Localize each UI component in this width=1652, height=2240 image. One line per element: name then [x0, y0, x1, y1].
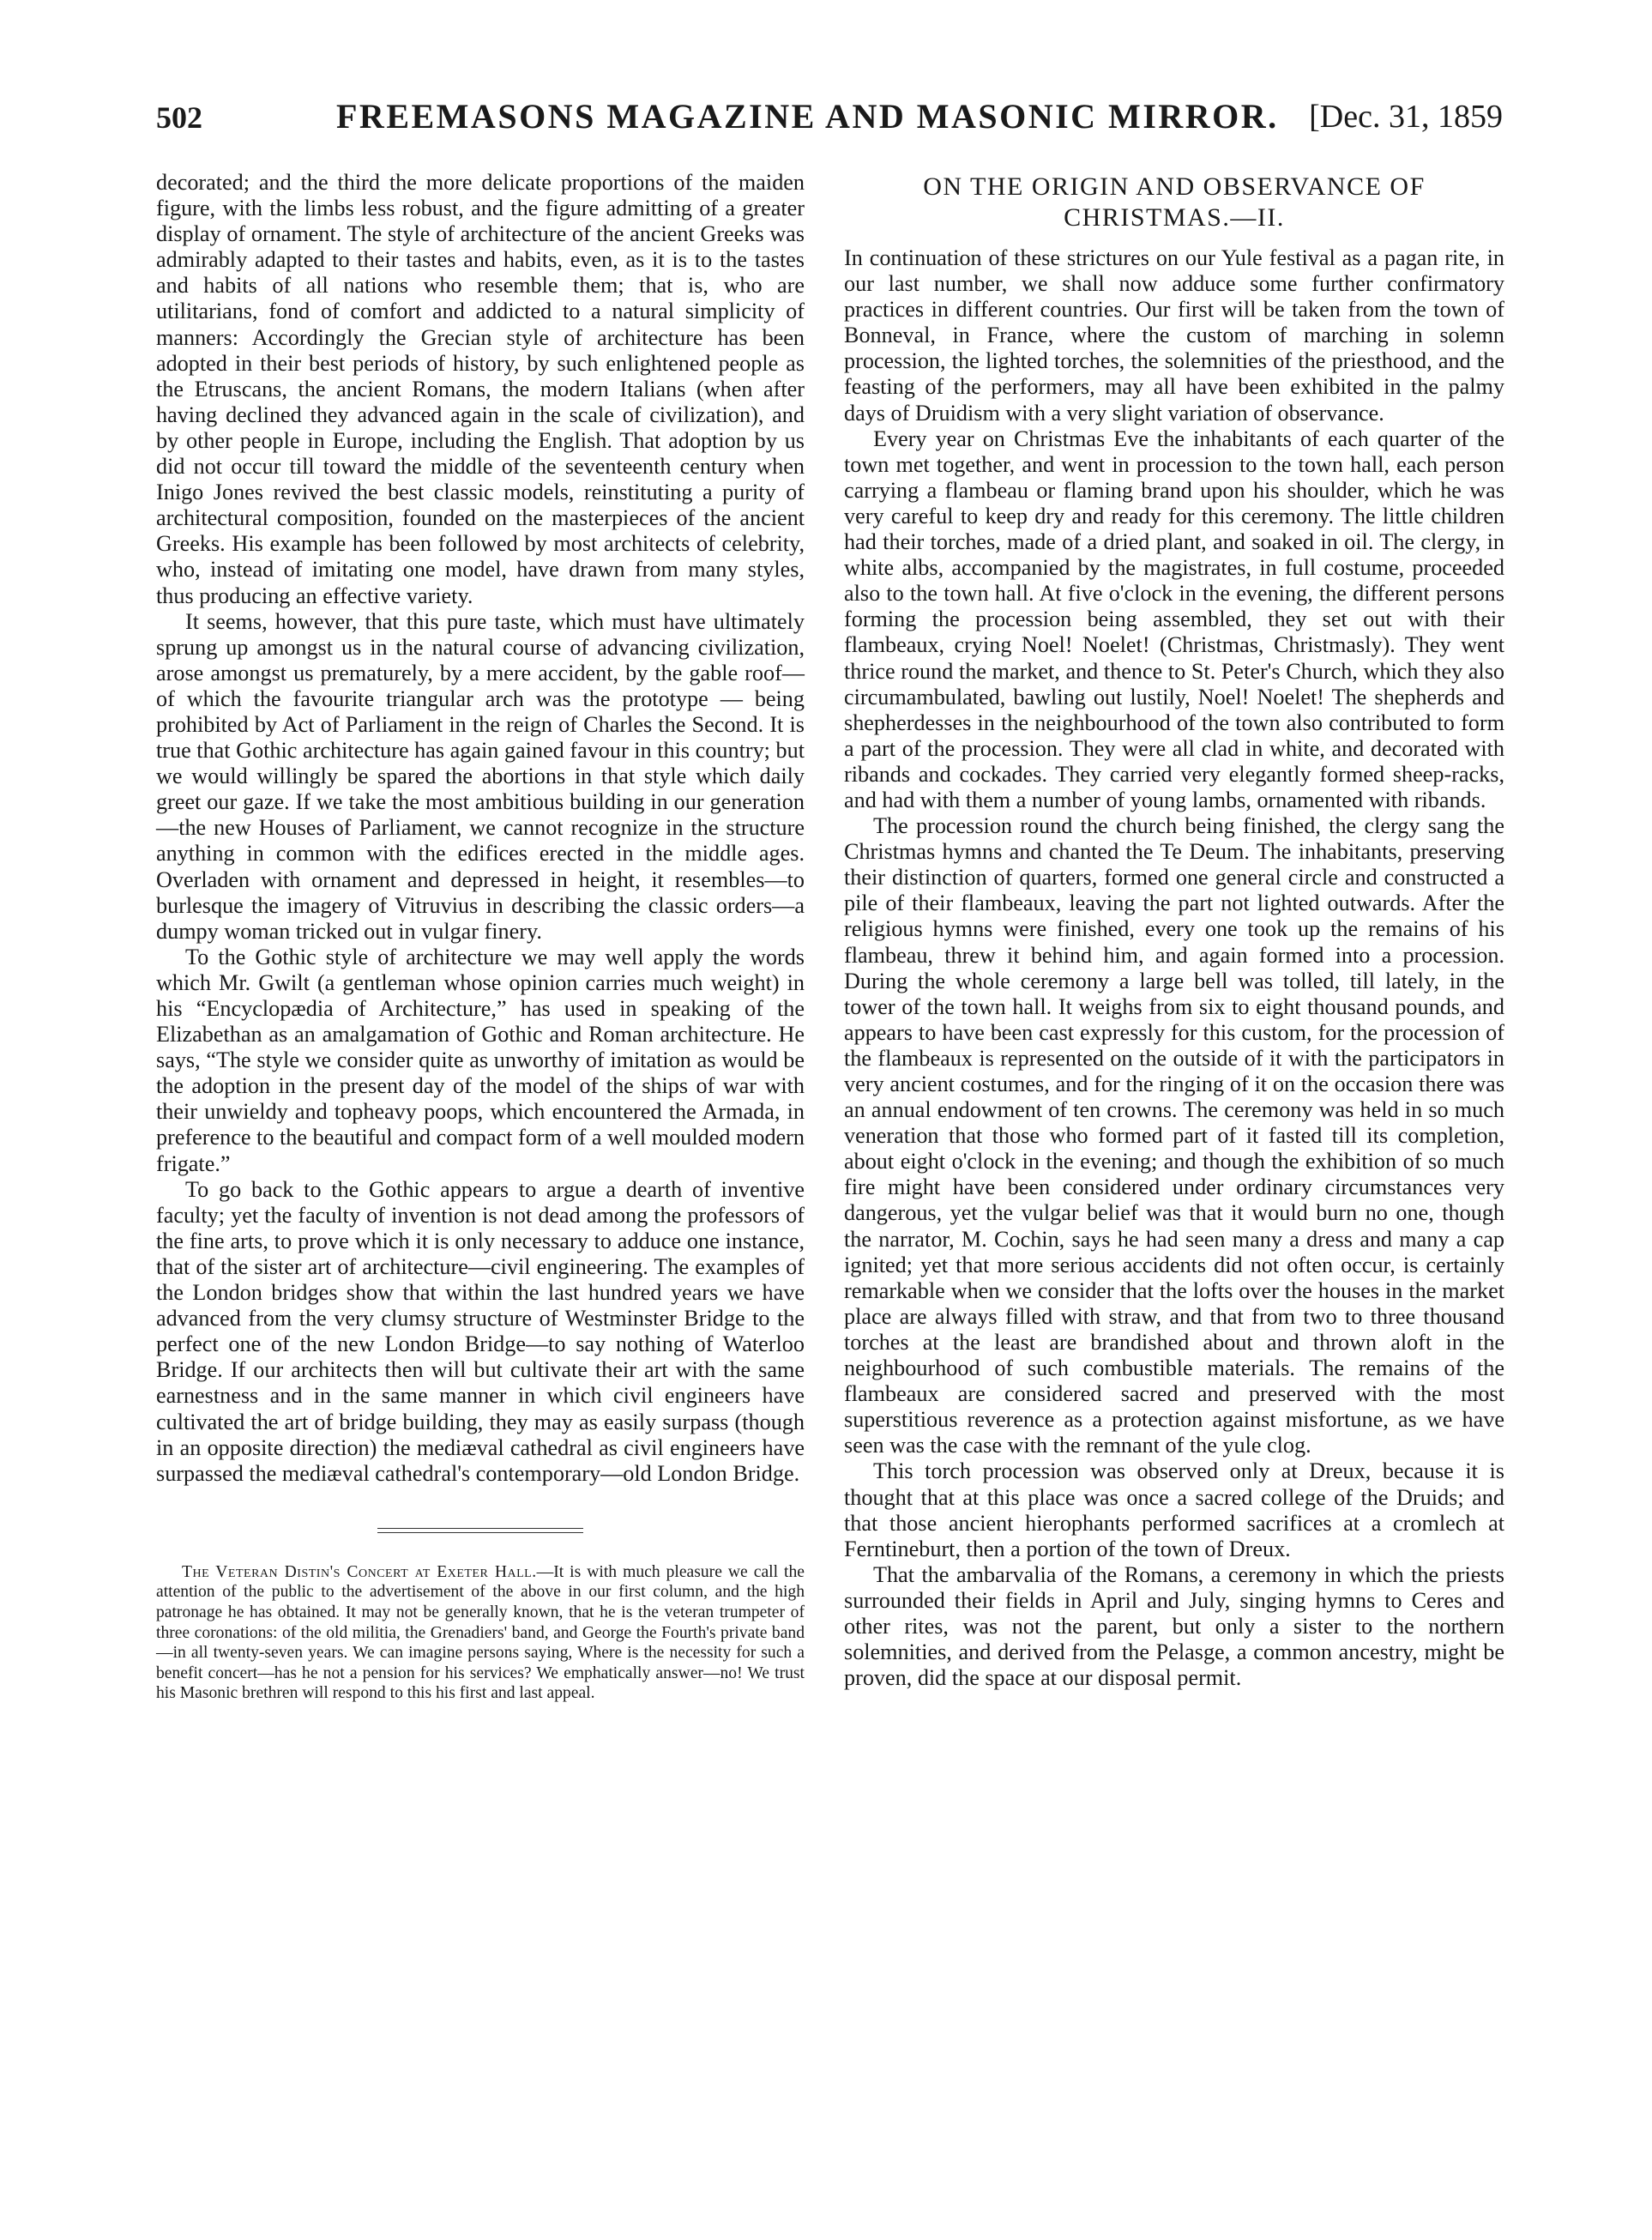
right-paragraph-5: That the ambarvalia of the Romans, a ceremony in which the priests surrounded their fields in April and July, singing hymns to Ceres and other rites, was not the parent, but only a sister to the northern solemnities, and derived from the Pelasge, a common ancestry, might be proven, did the space at our disposal permit.: [844, 1561, 1504, 1691]
right-paragraph-2: Every year on Christmas Eve the inhabitants of each quarter of the town met together, and went in procession to the town hall, each person carrying a flambeau or flaming brand upon his shoulder, which he was very careful to keep dry and ready for this ceremony. The little children had their torches, made of a dried plant, and soaked in oil. The clergy, in white albs, accompanied by the magistrates, in full costume, proceeded also to the town hall. At five o'clock in the evening, the different persons forming the procession being assembled, they set out with their flambeaux, crying Noel! Noelet! (Christmas, Christmasly). They went thrice round the market, and thence to St. Peter's Church, which they also circumambulated, bawling out lustily, Noel! Noelet! The shepherds and shepherdesses in the neighbourhood of the town also contributed to form a part of the procession. They were all clad in white, and decorated with ribands and cockades. They carried very elegantly formed sheep-racks, and had with them a number of young lambs, ornamented with ribands.: [844, 426, 1504, 812]
concert-notice-heading: The Veteran Distin's Concert at Exeter Hall.: [182, 1562, 537, 1581]
right-paragraph-3: The procession round the church being finished, the clergy sang the Christmas hymns and chanted the Te Deum. The inhabitants, preserving their distinction of quarters, formed one general circle and constructed a pile of their flambeaux, leaving the part not lighted outwards. After the religious hymns were finished, every one took up the remains of his flambeau, threw it behind him, and again formed into a procession. During the whole ceremony a large bell was tolled, till lately, in the tower of the town hall. It weighs from six to eight thousand pounds, and appears to have been cast expressly for this custom, for the procession of the flambeaux is represented on the outside of it with the participators in very ancient costumes, and for the ringing of it on the occasion there was an annual endowment of ten crowns. The ceremony was held in so much veneration that those who formed part of it fasted till its completion, about eight o'clock in the evening; and though the exhibition of so much fire might have been considered under ordinary circumstances very dangerous, yet the vulgar belief was that it would burn no one, though the narrator, M. Cochin, says he had seen many a dress and many a cap ignited; yet that more serious accidents did not often occur, is certainly remarkable when we consider that the lofts over the houses in the market place are always filled with straw, and that from two to three thousand torches at the least are brandished about and thrown aloft in the neighbourhood of such combustible materials. The remains of the flambeaux are considered sacred and preserved with the most superstitious reverence as a protection against misfortune, as we have seen was the case with the remnant of the yule clog.: [844, 813, 1504, 1458]
concert-notice-body: —It is with much pleasure we call the attention of the public to the advertisement of the above in our first column, and the high patronage he has obtained. It may not be generally known, that he is the veteran trumpeter of three coronations: of the old militia, the Grenadiers' band, and George the Fourth's private band—in all twenty-seven years. We can imagine persons saying, Where is the necessity for such a benefit concert—has he not a pension for his services? We emphatically answer—no! We trust his Masonic brethren will respond to this his first and last appeal.: [156, 1562, 805, 1703]
left-column: [156, 170, 805, 1704]
issue-date: [Dec. 31, 1859: [1309, 99, 1503, 135]
left-paragraph-2: It seems, however, that this pure taste, which must have ultimately sprung up amongst us in the natural course of advancing civilization, arose amongst us prematurely, by a mere accident, by the gable roof—of which the favourite triangular arch was the prototype — being prohibited by Act of Parliament in the reign of Charles the Second. It is true that Gothic architecture has again gained favour in this country; but we would willingly be spared the abortions in that style which daily greet our gaze. If we take the most ambitious building in our generation—the new Houses of Parliament, we cannot recognize in the structure anything in common with the edifices erected in the middle ages. Overladen with ornament and depressed in height, it resembles—to burlesque the imagery of Vitruvius in describing the classic orders—a dumpy woman tricked out in vulgar finery.: [156, 608, 805, 944]
running-header: [156, 96, 1503, 149]
page-number: 502: [156, 100, 202, 135]
publication-title: FREEMASONS MAGAZINE AND MASONIC MIRROR.: [336, 97, 1279, 136]
right-column: [844, 170, 1504, 1691]
left-paragraph-3: To the Gothic style of architecture we may well apply the words which Mr. Gwilt (a gentleman whose opinion carries much weight) in his “Encyclopædia of Architecture,” has used in speaking of the Elizabethan as an amalgamation of Gothic and Roman architecture. He says, “The style we consider quite as unworthy of imitation as would be the adoption in the present day of the model of the ships of war with their unwieldy and topheavy poops, which encountered the Armada, in preference to the beautiful and compact form of a well moulded modern frigate.”: [156, 944, 805, 1176]
concert-notice: [156, 1562, 805, 1704]
article-title: [844, 172, 1504, 233]
section-divider: [377, 1528, 583, 1533]
right-paragraph-4: This torch procession was observed only at Dreux, because it is thought that at this place was once a sacred college of the Druids; and that those ancient hierophants performed sacrifices at a cromlech at Ferntineburt, then a portion of the town of Dreux.: [844, 1458, 1504, 1561]
right-paragraph-1: In continuation of these strictures on our Yule festival as a pagan rite, in our last number, we shall now adduce some further confirmatory practices in different countries. Our first will be taken from the town of Bonneval, in France, where the custom of marching in solemn procession, the lighted torches, the solemnities of the priesthood, and the feasting of the performers, may all have been exhibited in the palmy days of Druidism with a very slight variation of observance.: [844, 245, 1504, 426]
left-paragraph-4: To go back to the Gothic appears to argue a dearth of inventive faculty; yet the faculty of invention is not dead among the professors of the fine arts, to prove which it is only necessary to adduce one instance, that of the sister art of architecture—civil engineering. The examples of the London bridges show that within the last hundred years we have advanced from the very clumsy structure of Westminster Bridge to the perfect one of the new London Bridge—to say nothing of Waterloo Bridge. If our architects then will but cultivate their art with the same earnestness and in the same manner in which civil engineers have cultivated the art of bridge building, they may as easily surpass (though in an opposite direction) the mediæval cathedral as civil engineers have surpassed the mediæval cathedral's contemporary—old London Bridge.: [156, 1176, 805, 1486]
article-title-line-1: ON THE ORIGIN AND OBSERVANCE OF: [923, 172, 1426, 201]
left-paragraph-1: decorated; and the third the more delicate proportions of the maiden figure, with the limbs less robust, and the figure admitting of a greater display of ornament. The style of architecture of the ancient Greeks was admirably adapted to their tastes and habits, even, as it is to the tastes and habits of all nations who resemble them; that is, who are utilitarians, fond of comfort and addicted to a natural simplicity of manners: Accordingly the Grecian style of architecture has been adopted in their best periods of history, by such enlightened people as the Etruscans, the ancient Romans, the modern Italians (when after having declined they advanced again in the scale of civilization), and by other people in Europe, including the English. That adoption by us did not occur till toward the middle of the seventeenth century when Inigo Jones revived the best classic models, reinstituting a purity of architectural composition, founded on the masterpieces of the ancient Greeks. His example has been followed by most architects of celebrity, who, instead of imitating one model, have drawn from many styles, thus producing an effective variety.: [156, 170, 805, 608]
article-title-line-2: CHRISTMAS.—II.: [1064, 203, 1285, 232]
